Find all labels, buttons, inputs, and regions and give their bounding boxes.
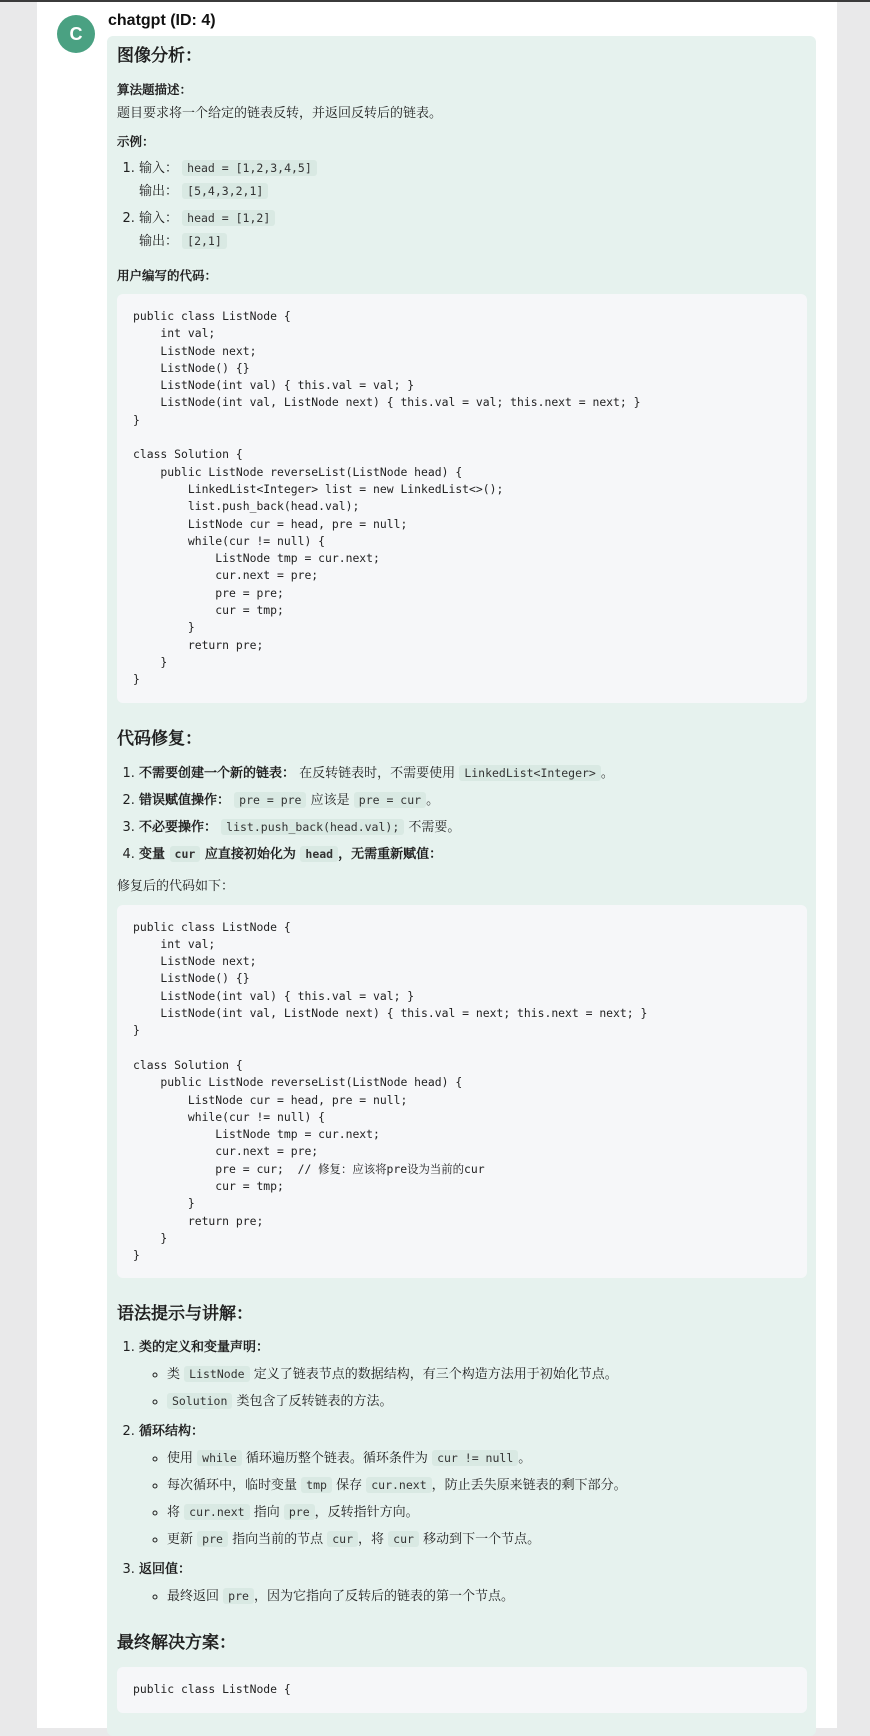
avatar (57, 15, 95, 53)
syntax-item: 2. 循环结构： ◦ 使用 while 循环遍历整个链表。循环条件为 cur != null 。 ◦ 每次循环中，临时变量 tmp 保存 cur.next ，防止丢失原来链表的剩下部分。 ◦ 将 cur.next 指向 pre ，反转指针方向。 ◦ 更新 pre 指向当前的节点 cur ，将 cur 移动到下一个节点。 (139, 1422, 807, 1550)
examples-list (117, 158, 807, 252)
example-input: head = [1,2,3,4,5] (182, 160, 317, 176)
syntax-item: 1. 类的定义和变量声明： ◦ 类 ListNode 定义了链表节点的数据结构，有三个构造方法用于初始化节点。 ◦ Solution 类包含了反转链表的方法。 (139, 1338, 807, 1412)
syntax-heading: 语法提示与讲解： (117, 1304, 253, 1325)
problem-text: 题目要求将一个给定的链表反转，并返回反转后的链表。 (117, 106, 443, 121)
analysis-heading: 图像分析： (117, 46, 202, 66)
fix-item: 3. 不必要操作： list.push_back(head.val); 不需要。 (139, 817, 807, 838)
final-heading: 最终解决方案： (117, 1633, 236, 1654)
syntax-list (117, 1338, 807, 1607)
fix-item: 1. 不需要创建一个新的链表： 在反转链表时，不需要使用 LinkedList<Integer> 。 (139, 763, 807, 784)
syntax-item: 3. 返回值： ◦ 最终返回 pre ，因为它指向了反转后的链表的第一个节点。 (139, 1560, 807, 1607)
fix-item: 2. 错误赋值操作： pre = pre 应该是 pre = cur 。 (139, 790, 807, 811)
example-item: 1. 输入： head = [1,2,3,4,5] 输出： [5,4,3,2,1] (139, 158, 807, 202)
fixed-code-block[interactable]: public class ListNode { int val; ListNode next; ListNode() {} ListNode(int val) { this.val = val; } ListNode(int val, ListNode next) { this.val = next; this.next = next; } } class Solution { public ListNode reverseList(ListNode head) { ListNode cur = head, pre = null; while(cur != null) { ListNode tmp = cur.next; cur.next = pre; pre = cur; // 修复：应该将pre设为当前的cur cur = tmp; } return pre; } } (117, 905, 807, 1279)
fixed-intro: 修复后的代码如下： (117, 878, 235, 894)
author-name: chatgpt (ID: 4) (108, 12, 216, 29)
fix-list (117, 763, 807, 865)
fix-heading: 代码修复： (117, 728, 202, 749)
example-input: head = [1,2] (182, 210, 275, 226)
examples-label: 示例： (117, 134, 155, 149)
fix-item: 4. 变量 cur 应直接初始化为 head ，无需重新赋值： (139, 844, 807, 865)
user-code-label: 用户编写的代码： (117, 268, 218, 283)
chat-page (37, 2, 837, 1728)
user-code-block[interactable]: public class ListNode { int val; ListNode next; ListNode() {} ListNode(int val) { this.val = val; } ListNode(int val, ListNode next) { this.val = val; this.next = next; } } class Solution { public ListNode reverseList(ListNode head) { LinkedList<Integer> list = new LinkedList<>(); list.push_back(head.val); ListNode cur = head, pre = null; while(cur != null) { ListNode tmp = cur.next; cur.next = pre; pre = pre; cur = tmp; } return pre; } } (117, 294, 807, 703)
example-item: 2. 输入： head = [1,2] 输出： [2,1] (139, 208, 807, 252)
example-output: [2,1] (182, 233, 227, 249)
message-content (117, 36, 807, 1725)
avatar-initial: C (69, 23, 83, 44)
final-code-block[interactable]: public class ListNode { (117, 1667, 807, 1712)
problem-label: 算法题描述： (117, 82, 193, 97)
example-output: [5,4,3,2,1] (182, 183, 268, 199)
